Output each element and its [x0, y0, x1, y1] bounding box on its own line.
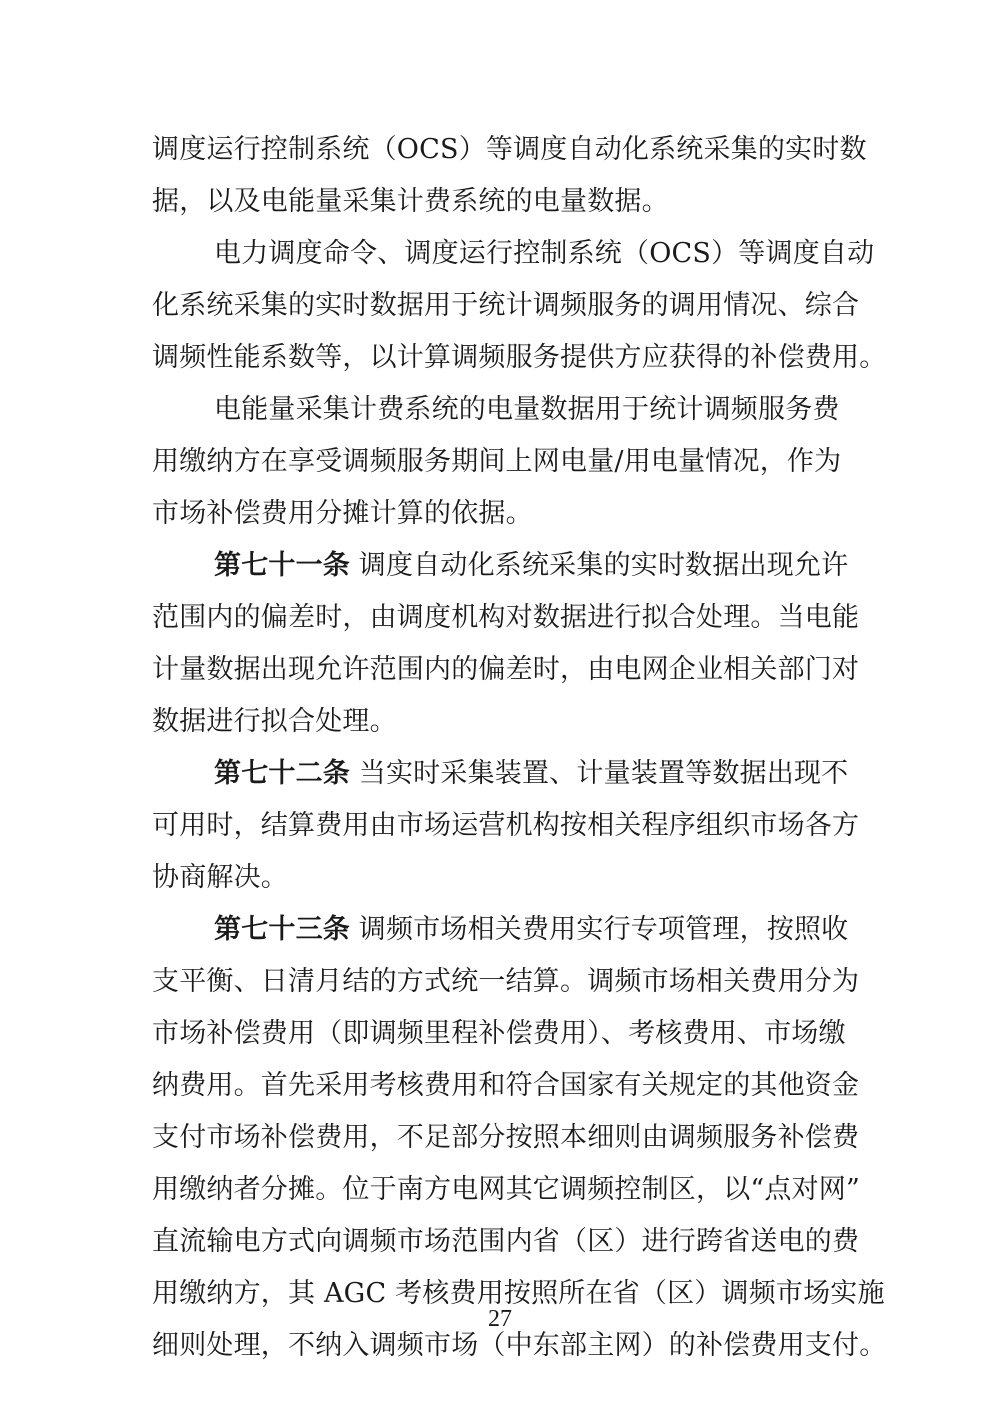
article-heading: 第七十三条 [214, 914, 350, 945]
text-line: 市场补偿费用分摊计算的依据。 [152, 498, 533, 529]
text-line: 据，以及电能量采集计费系统的电量数据。 [152, 186, 669, 217]
text-line: 化系统采集的实时数据用于统计调频服务的调用情况、综合 [152, 290, 860, 321]
text-line: 调频性能系数等，以计算调频服务提供方应获得的补偿费用。 [152, 342, 887, 373]
text-line: 协商解决。 [152, 862, 288, 893]
document-body [152, 128, 887, 1376]
text-line: 支平衡、日清月结的方式统一结算。调频市场相关费用分为 [152, 966, 860, 997]
text-line: 计量数据出现允许范围内的偏差时，由电网企业相关部门对 [152, 654, 860, 685]
text-line: 可用时，结算费用由市场运营机构按相关程序组织市场各方 [152, 810, 860, 841]
text-line: 用缴纳方，其 AGC 考核费用按照所在省（区）调频市场实施 [152, 1278, 885, 1309]
article-71-first-line [152, 544, 864, 596]
text-line: 当实时采集装置、计量装置等数据出现不 [350, 758, 849, 789]
text-line: 数据进行拟合处理。 [152, 706, 397, 737]
text-line: 电力调度命令、调度运行控制系统（OCS）等调度自动 [214, 238, 875, 269]
text-line: 市场补偿费用（即调频里程补偿费用）、考核费用、市场缴 [152, 1018, 846, 1049]
text-line: 调频市场相关费用实行专项管理，按照收 [350, 914, 849, 945]
article-heading: 第七十二条 [214, 758, 350, 789]
article-73-first-line [152, 908, 864, 960]
text-line: 范围内的偏差时，由调度机构对数据进行拟合处理。当电能 [152, 602, 860, 633]
text-line: 纳费用。首先采用考核费用和符合国家有关规定的其他资金 [152, 1070, 860, 1101]
text-line: 用缴纳者分摊。位于南方电网其它调频控制区，以“点对网” [152, 1174, 861, 1205]
article-heading: 第七十一条 [214, 550, 350, 581]
text-line: 调度运行控制系统（OCS）等调度自动化系统采集的实时数 [152, 134, 867, 165]
text-line: 支付市场补偿费用，不足部分按照本细则由调频服务补偿费 [152, 1122, 860, 1153]
text-line: 电能量采集计费系统的电量数据用于统计调频服务费 [214, 394, 840, 425]
text-line: 细则处理，不纳入调频市场（中东部主网）的补偿费用支付。 [152, 1330, 887, 1361]
page-number: 27 [488, 1306, 512, 1332]
article-72-first-line [152, 752, 864, 804]
text-line: 用缴纳方在享受调频服务期间上网电量/用电量情况，作为 [152, 446, 842, 477]
text-line: 调度自动化系统采集的实时数据出现允许 [350, 550, 849, 581]
text-line: 直流输电方式向调频市场范围内省（区）进行跨省送电的费 [152, 1226, 860, 1257]
